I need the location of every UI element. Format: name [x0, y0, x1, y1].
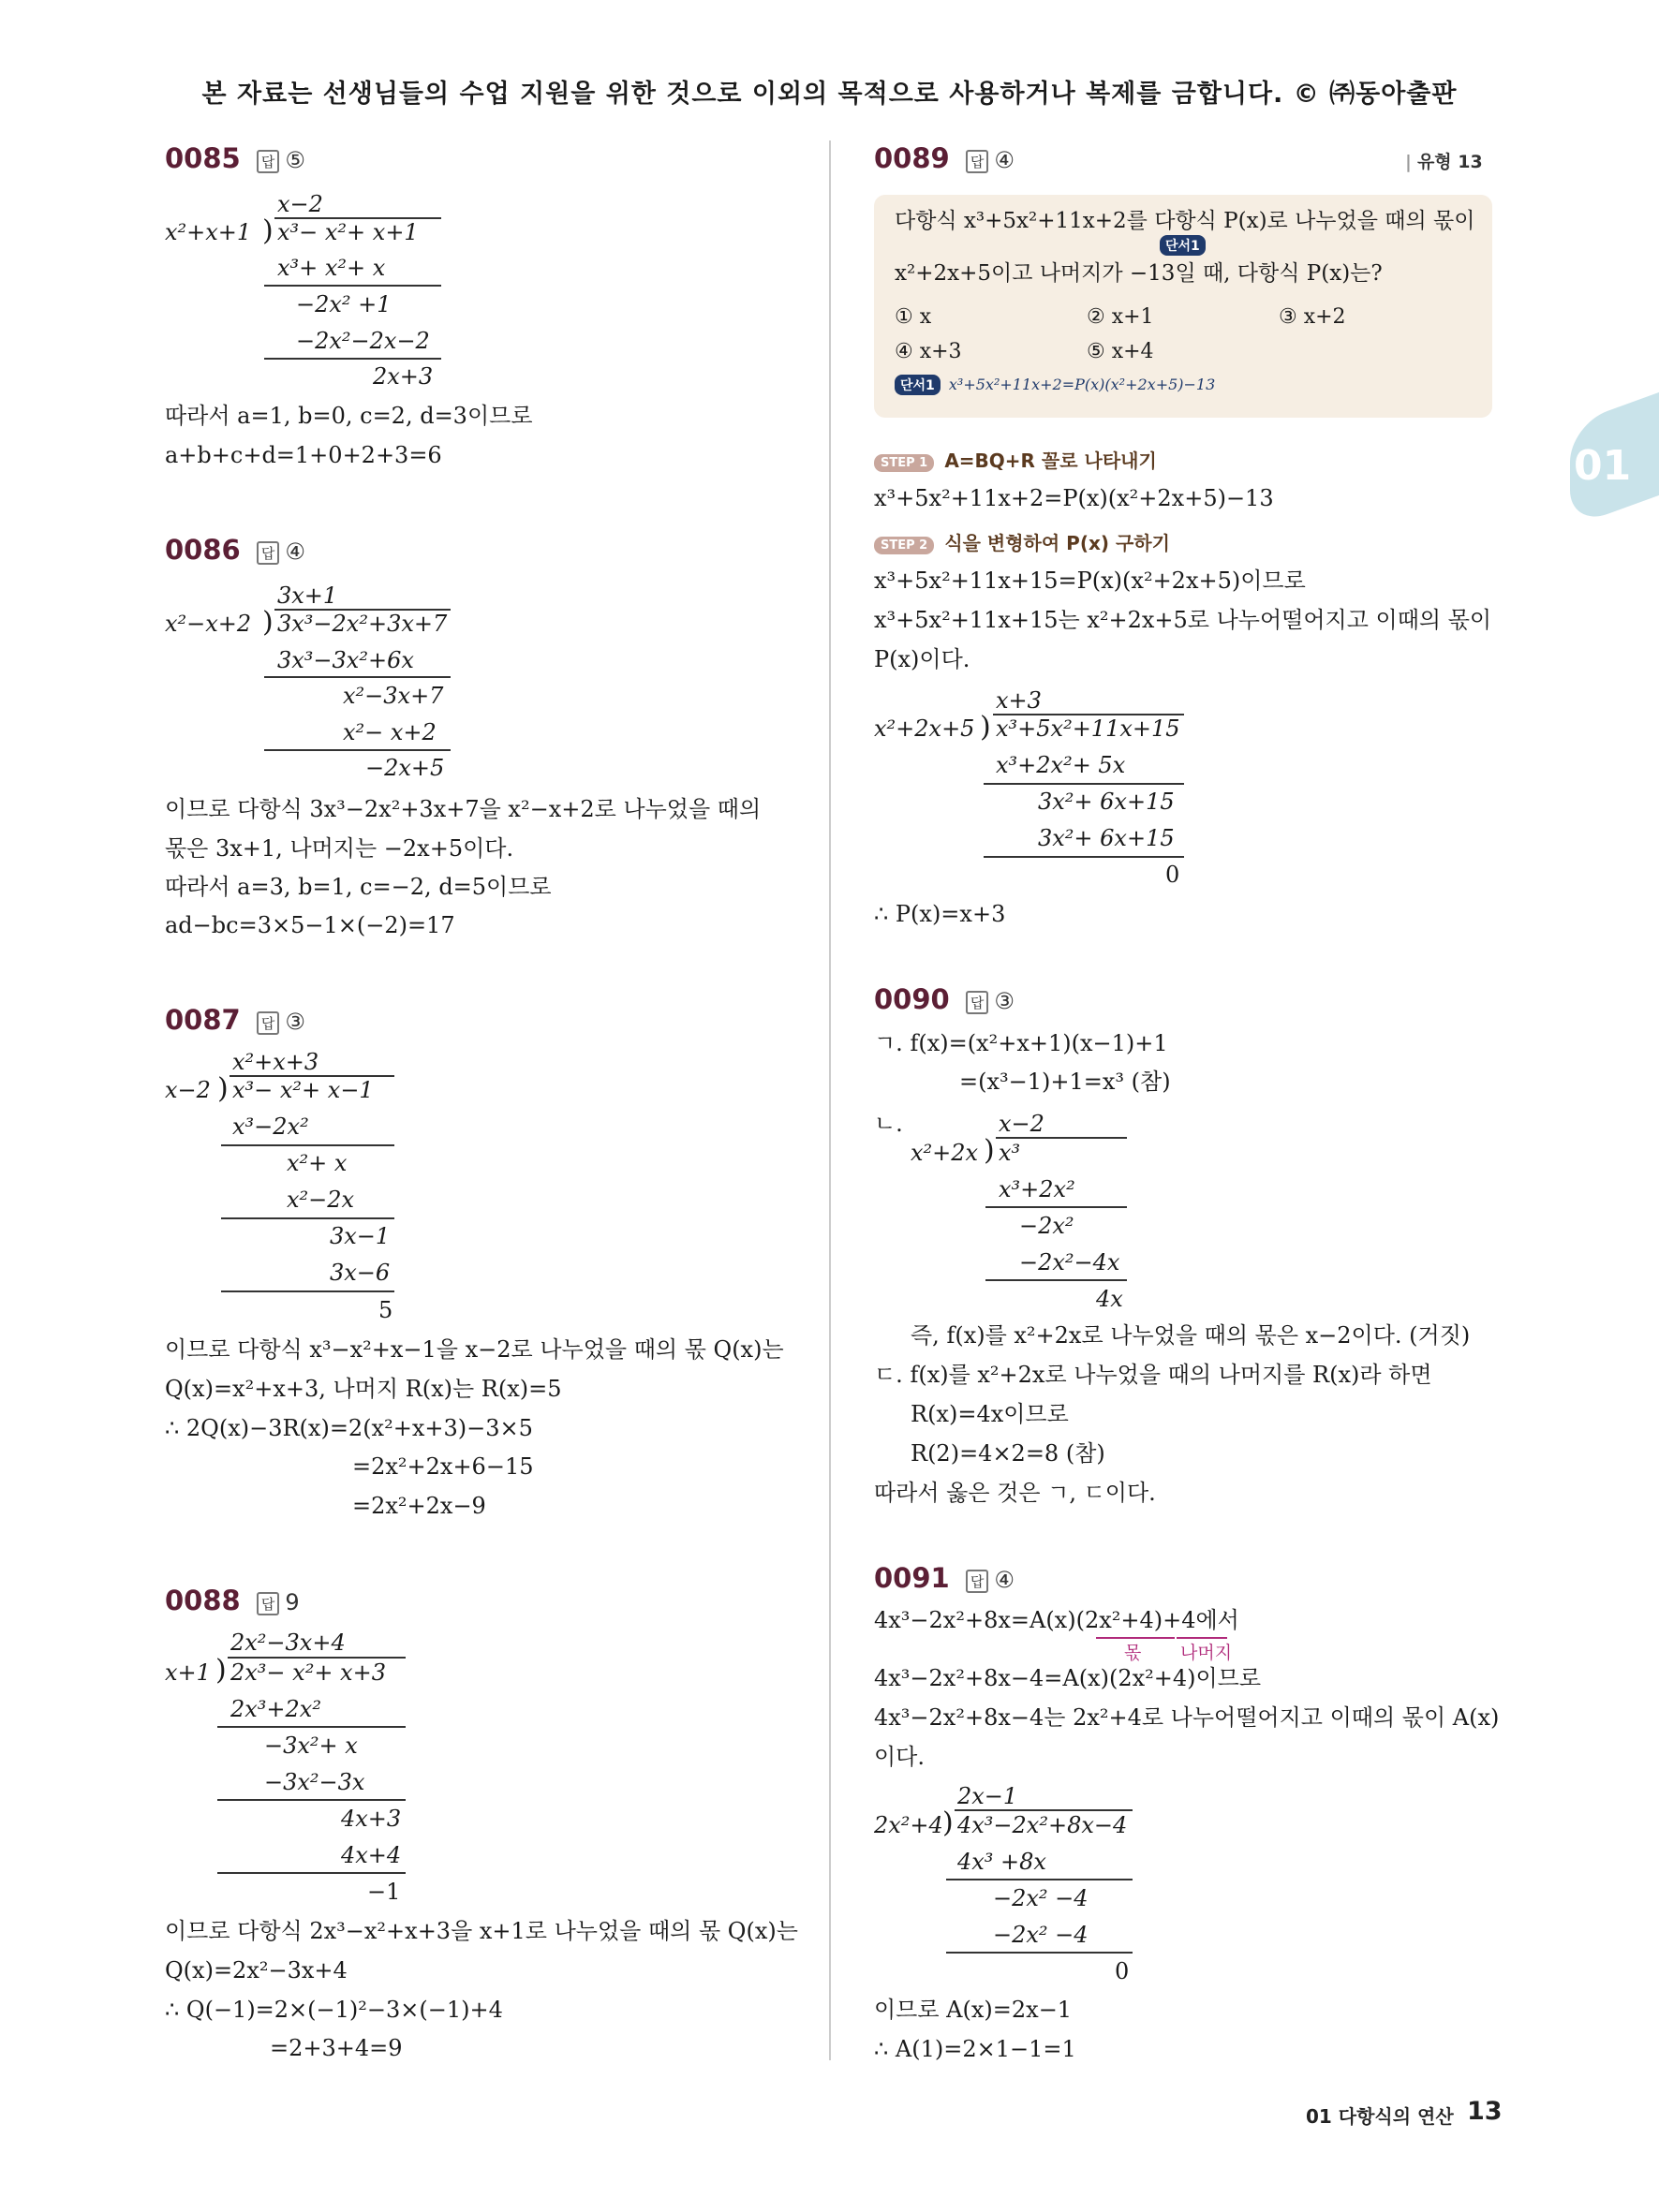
column-divider: [829, 140, 831, 2060]
dividend: 3x³−2x²+3x+7: [277, 611, 448, 637]
text-line: 이므로 다항식 2x³−x²+x+3을 x+1로 나누었을 때의 몫 Q(x)는: [165, 1918, 798, 1944]
text-line: 이다.: [874, 1744, 925, 1770]
choice: ② x+1: [1087, 305, 1154, 329]
problem-0088-header: [165, 1585, 300, 1616]
problem-number: 0085: [165, 142, 241, 174]
text-line: x³+5x²+11x+2=P(x)(x²+2x+5)−13: [874, 485, 1274, 511]
dividend: 2x³− x²+ x+3: [230, 1659, 386, 1686]
text-line: 즉, f(x)를 x²+2x로 나누었을 때의 몫은 x−2이다. (거짓): [911, 1322, 1471, 1349]
problem-0090-header: [874, 983, 1015, 1015]
step-tag: STEP 1: [874, 454, 934, 472]
choice: ③ x+2: [1279, 305, 1346, 329]
step-line: [264, 676, 451, 678]
answer-icon: 답: [966, 991, 989, 1014]
choice: ④ x+3: [895, 340, 962, 363]
step-line: [984, 783, 1184, 785]
text-line: ㄷ. f(x)를 x²+2x로 나누었을 때의 나머지를 R(x)라 하면: [874, 1362, 1432, 1388]
step-line: [985, 1206, 1127, 1208]
division-step: x³+ x²+ x: [277, 255, 386, 281]
division-step: x³−2x²: [232, 1113, 309, 1140]
text-line: ∴ Q(−1)=2×(−1)²−3×(−1)+4: [165, 1997, 503, 2023]
division-step: 3x²+ 6x+15: [1038, 825, 1175, 851]
problem-number: 0089: [874, 142, 950, 174]
answer-value: ④: [285, 538, 305, 565]
label-remainder: 나머지: [1180, 1643, 1233, 1663]
answer-value: ④: [994, 1567, 1015, 1593]
division-step: −2x²: [1019, 1213, 1074, 1239]
text-line: ad−bc=3×5−1×(−2)=17: [165, 912, 455, 938]
text-line: P(x)이다.: [874, 646, 970, 672]
text-line: =2x²+2x−9: [352, 1493, 486, 1519]
quotient: x+3: [996, 687, 1042, 714]
answer-icon: 답: [257, 1592, 280, 1615]
step-line: [946, 1952, 1133, 1954]
footer-chapter: 01 다항식의 연산: [1306, 2105, 1454, 2128]
division-bracket: ): [262, 606, 274, 639]
problem-number: 0087: [165, 1004, 241, 1036]
conclusion: 따라서 옳은 것은 ㄱ, ㄷ이다.: [874, 1480, 1156, 1506]
division-remainder: 4x: [1096, 1286, 1123, 1312]
step2-heading: [874, 528, 1170, 555]
answer-icon: 답: [966, 150, 989, 173]
step-tag: STEP 2: [874, 537, 934, 554]
step-line: [221, 1144, 394, 1146]
division-step: x²−3x+7: [343, 683, 444, 709]
text-line: 4x³−2x²+8x−4는 2x²+4로 나누어떨어지고 이때의 몫이 A(x): [874, 1704, 1500, 1731]
divisor: x−2: [165, 1077, 211, 1103]
division-bar: [996, 1137, 1127, 1139]
step-line: [264, 749, 451, 751]
dividend: x³: [999, 1140, 1021, 1166]
division-remainder: −2x+5: [365, 755, 445, 781]
division-bracket: ): [980, 711, 991, 744]
step-line: [217, 1872, 406, 1874]
type-label: | 유형 13: [1405, 152, 1483, 172]
division-step: −3x²+ x: [264, 1733, 358, 1759]
dividend: x³+5x²+11x+15: [996, 715, 1180, 742]
text-line: ∴ 2Q(x)−3R(x)=2(x²+x+3)−3×5: [165, 1415, 533, 1441]
text-line: Q(x)=2x²−3x+4: [165, 1957, 348, 1983]
divisor: x²+x+1: [165, 219, 252, 245]
division-bar: [228, 1657, 406, 1659]
answer-icon: 답: [257, 541, 280, 565]
dividend: x³− x²+ x−1: [232, 1077, 374, 1103]
division-bracket: ): [215, 1654, 227, 1687]
text-line: 따라서 a=3, b=1, c=−2, d=5이므로: [165, 874, 552, 900]
quotient: x−2: [277, 191, 323, 217]
text-line: a+b+c+d=1+0+2+3=6: [165, 442, 442, 468]
division-bracket: ): [942, 1806, 954, 1839]
division-step: 4x³ +8x: [957, 1849, 1046, 1875]
division-step: 3x³−3x²+6x: [277, 647, 414, 673]
chapter-tab-label: 01: [1574, 442, 1632, 490]
text-line: 이므로 A(x)=2x−1: [874, 1997, 1073, 2023]
division-bracket: ): [217, 1072, 229, 1105]
clue-text: x³+5x²+11x+2=P(x)(x²+2x+5)−13: [948, 376, 1216, 393]
step-line: [221, 1217, 394, 1219]
dividend: 4x³−2x²+8x−4: [957, 1812, 1128, 1838]
division-bracket: ): [262, 214, 274, 247]
choice: ① x: [895, 305, 932, 329]
division-step: 4x+3: [341, 1806, 402, 1832]
division-step: x²− x+2: [343, 719, 437, 745]
problem-number: 0090: [874, 983, 950, 1015]
text-line: ㄱ. f(x)=(x²+x+1)(x−1)+1: [874, 1030, 1168, 1056]
problem-0085-header: [165, 142, 305, 174]
answer-value: 9: [285, 1589, 300, 1615]
answer-value: ③: [994, 988, 1015, 1014]
divisor: x²+2x: [911, 1140, 979, 1166]
division-step: −2x² −4: [993, 1922, 1089, 1948]
quotient: 3x+1: [277, 582, 338, 609]
step-line: [221, 1290, 394, 1292]
quotient: 2x−1: [957, 1783, 1018, 1809]
step-title: A=BQ+R 꼴로 나타내기: [944, 450, 1157, 472]
dividend: x³− x²+ x+1: [277, 219, 419, 245]
division-step: 3x²+ 6x+15: [1038, 789, 1175, 815]
problem-0089-header: [874, 142, 1015, 174]
step-line: [264, 285, 441, 287]
clue-tag: 단서1: [895, 375, 941, 395]
division-bracket: ): [984, 1134, 995, 1167]
text-line: 4x³−2x²+8x=A(x)(2x²+4)+4에서: [874, 1607, 1239, 1633]
clue-tag: 단서1: [1160, 235, 1206, 256]
division-step: 3x−1: [330, 1223, 391, 1249]
quotient: x²+x+3: [232, 1049, 319, 1075]
problem-0091-header: [874, 1562, 1015, 1594]
division-step: 4x+4: [341, 1842, 402, 1868]
text-line: x³+5x²+11x+15는 x²+2x+5로 나누어떨어지고 이때의 몫이: [874, 607, 1492, 633]
item-label: ㄴ.: [874, 1111, 903, 1137]
text-line: 따라서 a=1, b=0, c=2, d=3이므로: [165, 403, 533, 429]
answer-icon: 답: [966, 1570, 989, 1593]
answer-icon: 답: [257, 150, 280, 173]
division-remainder: 5: [378, 1297, 393, 1323]
quotient: 2x²−3x+4: [230, 1630, 346, 1656]
division-step: −2x²−2x−2: [296, 328, 430, 354]
problem-number: 0091: [874, 1562, 950, 1594]
label-quotient: 몫: [1124, 1643, 1142, 1663]
division-remainder: 0: [1115, 1958, 1130, 1984]
division-remainder: 0: [1165, 862, 1180, 888]
division-step: −3x²−3x: [264, 1769, 365, 1795]
division-step: −2x² −4: [993, 1885, 1089, 1911]
step-line: [217, 1726, 406, 1728]
text-line: =2x²+2x+6−15: [352, 1453, 534, 1480]
step-line: [946, 1879, 1133, 1880]
text-line: 몫은 3x+1, 나머지는 −2x+5이다.: [165, 835, 514, 862]
problem-0087-header: [165, 1004, 305, 1036]
conclusion: ∴ P(x)=x+3: [874, 901, 1006, 927]
problem-text: 다항식 x³+5x²+11x+2를 다항식 P(x)로 나누었을 때의 몫이: [895, 209, 1475, 233]
text-line: =(x³−1)+1=x³ (참): [959, 1069, 1171, 1095]
division-remainder: 2x+3: [373, 363, 434, 390]
divisor: x²+2x+5: [874, 715, 975, 742]
division-step: x³+2x²+ 5x: [996, 752, 1126, 778]
step-line: [217, 1799, 406, 1801]
text-line: x³+5x²+11x+15=P(x)(x²+2x+5)이므로: [874, 568, 1306, 594]
problem-0086-header: [165, 534, 305, 566]
divisor: x+1: [165, 1659, 211, 1686]
division-step: −2x²−4x: [1019, 1249, 1120, 1276]
step-title: 식을 변형하여 P(x) 구하기: [944, 532, 1170, 554]
division-remainder: −1: [367, 1879, 401, 1905]
step-line: [264, 358, 441, 360]
division-step: 2x³+2x²: [230, 1696, 321, 1722]
division-step: x²−2x: [287, 1187, 355, 1213]
text-line: R(2)=4×2=8 (참): [911, 1440, 1105, 1467]
division-step: 3x−6: [330, 1260, 391, 1286]
answer-value: ⑤: [285, 147, 305, 173]
copyright-notice: 본 자료는 선생님들의 수업 지원을 위한 것으로 이외의 목적으로 사용하거나 복제를 금합니다. © ㈜동아출판: [201, 80, 1458, 109]
text-line: R(x)=4x이므로: [911, 1401, 1069, 1427]
choice: ⑤ x+4: [1087, 340, 1154, 363]
text-line: 4x³−2x²+8x−4=A(x)(2x²+4)이므로: [874, 1665, 1262, 1691]
divisor: x²−x+2: [165, 611, 252, 637]
problem-number: 0086: [165, 534, 241, 566]
text-line: ∴ A(1)=2×1−1=1: [874, 2036, 1076, 2062]
division-step: x³+2x²: [999, 1176, 1075, 1202]
text-line: Q(x)=x²+x+3, 나머지 R(x)는 R(x)=5: [165, 1376, 562, 1402]
step-line: [984, 856, 1184, 858]
divisor: 2x²+4: [874, 1812, 943, 1838]
problem-number: 0088: [165, 1585, 241, 1616]
answer-value: ④: [994, 147, 1015, 173]
division-bar: [955, 1809, 1133, 1811]
step-line: [985, 1279, 1127, 1281]
text-line: 이므로 다항식 x³−x²+x−1을 x−2로 나누었을 때의 몫 Q(x)는: [165, 1336, 784, 1363]
answer-icon: 답: [257, 1011, 280, 1035]
text-line: 이므로 다항식 3x³−2x²+3x+7을 x²−x+2로 나누었을 때의: [165, 796, 762, 822]
division-step: −2x² +1: [296, 291, 392, 317]
quotient: x−2: [999, 1111, 1044, 1137]
clue-line: [895, 375, 1215, 395]
answer-value: ③: [285, 1009, 305, 1035]
division-step: x²+ x: [287, 1150, 348, 1176]
page-number: 13: [1467, 2097, 1503, 2126]
step1-heading: [874, 446, 1157, 473]
text-line: =2+3+4=9: [270, 2035, 403, 2061]
problem-text: x²+2x+5이고 나머지가 −13일 때, 다항식 P(x)는?: [895, 261, 1383, 286]
